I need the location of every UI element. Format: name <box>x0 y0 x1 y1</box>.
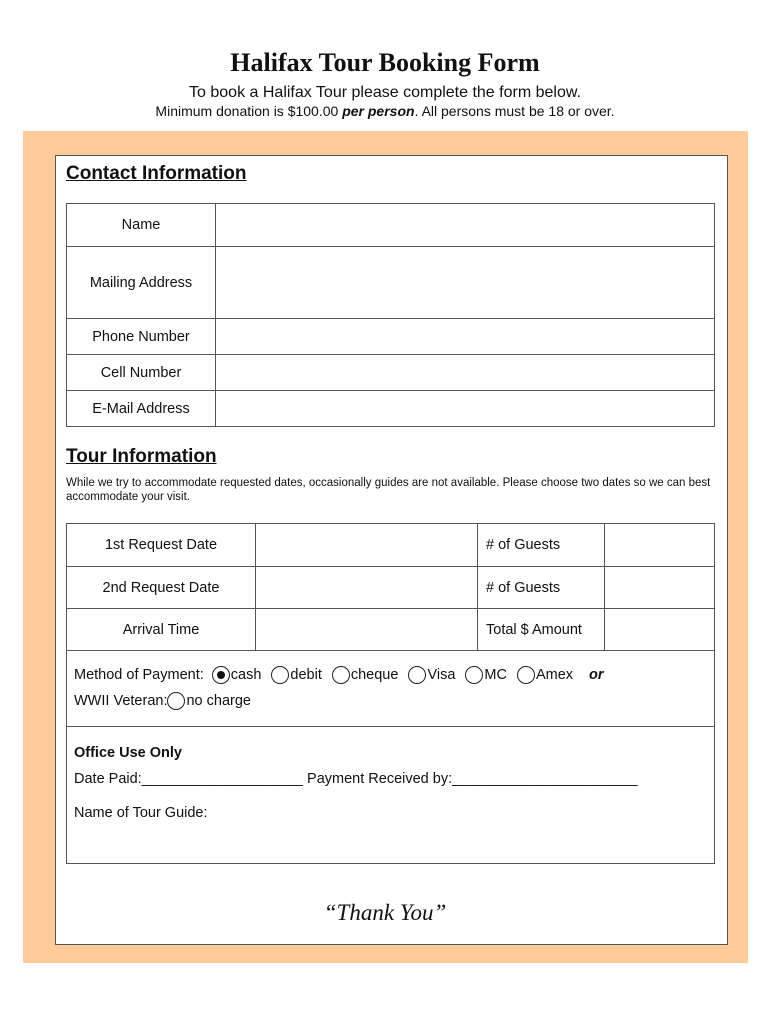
contact-table <box>66 203 715 427</box>
guests-label-2: # of Guests <box>478 567 605 609</box>
radio-cheque[interactable] <box>332 666 350 684</box>
email-address-label: E-Mail Address <box>67 391 216 427</box>
email-address-field[interactable] <box>216 391 715 427</box>
tour-guide-field: Name of Tour Guide: <box>74 805 208 821</box>
tour-row-first-date <box>67 524 715 567</box>
name-label: Name <box>67 204 216 247</box>
payment-option-cash[interactable] <box>212 666 262 684</box>
payment-option-cheque[interactable] <box>332 666 399 684</box>
donation-note <box>0 103 770 119</box>
or-text: or <box>589 667 604 683</box>
radio-mc[interactable] <box>465 666 483 684</box>
total-amount-field[interactable] <box>605 609 715 651</box>
cash-label: cash <box>230 667 262 683</box>
tour-table <box>66 523 715 651</box>
total-amount-label: Total $ Amount <box>478 609 605 651</box>
contact-row-address <box>67 247 715 319</box>
no-charge-label: no charge <box>186 693 251 709</box>
cell-number-label: Cell Number <box>67 355 216 391</box>
payment-method-label: Method of Payment: <box>74 667 204 683</box>
payment-option-debit[interactable] <box>271 666 321 684</box>
tour-heading: Tour Information <box>66 446 217 467</box>
veteran-row <box>74 692 261 710</box>
phone-number-field[interactable] <box>216 319 715 355</box>
second-request-date-label: 2nd Request Date <box>67 567 256 609</box>
payment-method-row <box>74 666 604 684</box>
radio-no-charge[interactable] <box>167 692 185 710</box>
guests-label-1: # of Guests <box>478 524 605 567</box>
tour-row-arrival <box>67 609 715 651</box>
thank-you-text: “Thank You” <box>323 900 447 925</box>
mc-label: MC <box>484 667 507 683</box>
visa-label: Visa <box>427 667 456 683</box>
arrival-time-field[interactable] <box>256 609 478 651</box>
cheque-label: cheque <box>350 667 399 683</box>
contact-row-phone <box>67 319 715 355</box>
name-field[interactable] <box>216 204 715 247</box>
payment-received-field: Payment Received by:_______________________ <box>307 771 638 787</box>
contact-row-cell <box>67 355 715 391</box>
radio-visa[interactable] <box>408 666 426 684</box>
cell-number-field[interactable] <box>216 355 715 391</box>
radio-amex[interactable] <box>517 666 535 684</box>
note-end: . All persons must be 18 or over. <box>414 103 615 119</box>
guests-field-2[interactable] <box>605 567 715 609</box>
first-request-date-field[interactable] <box>256 524 478 567</box>
contact-heading: Contact Information <box>66 163 247 184</box>
payment-option-amex[interactable] <box>517 666 573 684</box>
phone-number-label: Phone Number <box>67 319 216 355</box>
radio-debit[interactable] <box>271 666 289 684</box>
office-use-section <box>66 726 715 864</box>
payment-section <box>66 651 715 727</box>
arrival-time-label: Arrival Time <box>67 609 256 651</box>
second-request-date-field[interactable] <box>256 567 478 609</box>
first-request-date-label: 1st Request Date <box>67 524 256 567</box>
contact-row-email <box>67 391 715 427</box>
payment-option-mc[interactable] <box>465 666 507 684</box>
note-emphasis: per person <box>342 103 415 119</box>
contact-row-name <box>67 204 715 247</box>
form-subtitle: To book a Halifax Tour please complete the form below. <box>189 84 581 101</box>
veteran-label: WWII Veteran: <box>74 693 168 709</box>
debit-label: debit <box>290 667 322 683</box>
guests-field-1[interactable] <box>605 524 715 567</box>
mailing-address-field[interactable] <box>216 247 715 319</box>
office-use-heading: Office Use Only <box>74 745 182 761</box>
tour-description: While we try to accommodate requested dates, occasionally guides are not available. Please choose two dates so we can best accommodate your visit. <box>66 477 711 503</box>
office-payment-line <box>74 771 638 787</box>
radio-cash[interactable] <box>212 666 230 684</box>
payment-option-visa[interactable] <box>408 666 455 684</box>
date-paid-field: Date Paid:____________________ <box>74 771 303 787</box>
amex-label: Amex <box>535 667 574 683</box>
note-start: Minimum donation is $100.00 <box>155 103 343 119</box>
tour-row-second-date <box>67 567 715 609</box>
veteran-option[interactable] <box>167 692 251 710</box>
mailing-address-label: Mailing Address <box>67 247 216 319</box>
form-title: Halifax Tour Booking Form <box>230 48 540 77</box>
